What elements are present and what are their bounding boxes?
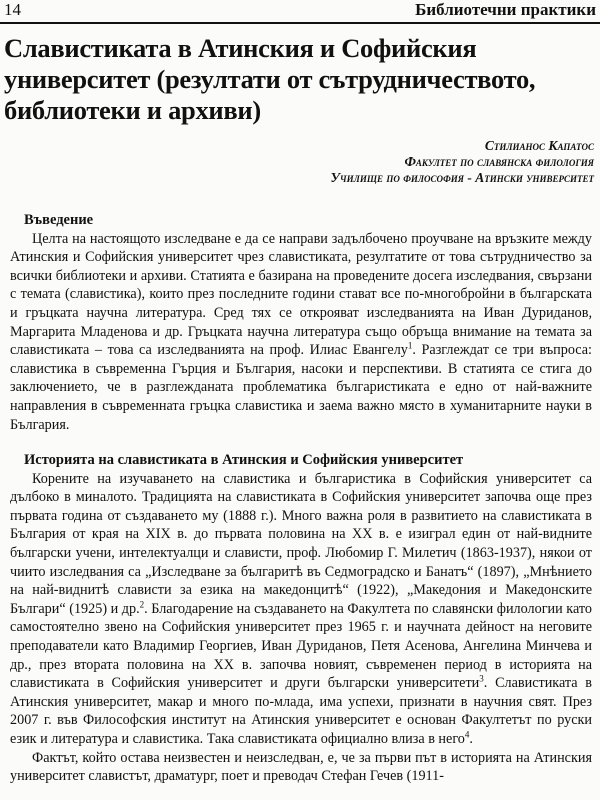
footnote-ref-2[interactable]: 2 — [139, 599, 145, 610]
history-section — [10, 451, 592, 786]
footnote-ref-3[interactable]: 3 — [479, 673, 484, 684]
intro-paragraph — [10, 230, 592, 435]
history-paragraph-2: Фактът, който остава неизвестен и неизследван, е, че за първи път в историята на Атинския университет славистът, драматург, поет и преводач Стефан Гечев (1911- — [10, 749, 592, 785]
history-paragraph-1 — [10, 470, 592, 749]
page-header — [0, 0, 600, 24]
history-text-1: Корените на изучаването на славистика и българистика в Софийския университет са дълбоко в миналото. Традицията на славистиката в Софийския университет започва още през първата година от създаването му (1888 г.). Много важна роля в развитието на славистиката в България от края на XIX в. до първата половина на XX в. е изиграл един от най-видните български учени, интелектуалци и слависти, проф. Любомир Г. Милетич (1863-1937), някои от чиито изследвания са „Изследване за българитѣ въ Седмоградско и Банатъ“ (1897), „Мнѣнието на най-виднитѣ слависти за езика на македонцитѣ“ (1922), „Македония и Македонските Българи“ (1925) и др. — [10, 470, 592, 617]
history-text-2: . Благодарение на създаването на Факултета по славянски филологии като самостоятелно звено на Софийския университет през 1965 г. и научната дейност на неговите преподаватели като Владимир Георгиев, Иван Дуриданов, Петя Асенова, Ангелина Минчева и др., през втората половина на XX в. започва новият, съвременен период в историята на славистиката в Софийския университет и други български университети — [10, 600, 592, 692]
intro-text-2: . Разглеждат се три въпроса: славистика в съвременна Гърция и България, насоки и перспективи. В статията се стига до заключението, че в разглежданата проблематика българистиката е едно от най-важните направления в съвременната гръцка славистика и заема важно място в хуманитарните науки в България. — [10, 342, 592, 433]
footnote-ref-1[interactable]: 1 — [407, 340, 413, 351]
author-block — [34, 138, 594, 186]
footnote-ref-4[interactable]: 4 — [464, 729, 470, 740]
history-text-4: . — [469, 730, 473, 747]
intro-text-1: Целта на настоящото изследване е да се направи задълбочено проучване на връзките между Атинския и Софийския университет чрез славистиката, резултатите от това сътрудничество за всички библиотеки и архиви. Статията е базирана на проведените досега изследвания, свързани с темата (славистика), които през последните години стават все по-многобройни в българската и гръцката научна литература. Сред тях се открояват изследванията на Иван Дуриданов, Маргарита Младенова и др. Гръцката научна литература също обръща внимание на темата за славистиката – това са изследванията на проф. Илиас Евангелу — [10, 230, 592, 359]
history-text-3: . Славистиката в Атинския университет, макар и много по-млада, има успехи, признати в научния свят. През 2007 г. във Философския институт на Атинския университет е основан Факултетът по руски език и литература и славистика. Така славистиката официално влиза в него — [10, 675, 593, 747]
running-title: Библиотечни практики — [415, 0, 596, 19]
author-school: Училище по философия - Атински университет — [330, 170, 594, 185]
article-title: Славистиката в Атинския и Софийския университет (резултати от сътрудничеството, библиотеки и архиви) — [4, 33, 536, 125]
page-number: 14 — [4, 0, 21, 19]
intro-section — [10, 211, 592, 434]
history-heading: Историята на славистиката в Атинския и Софийския университет — [24, 452, 464, 468]
author-faculty: Факултет по славянска филология — [404, 154, 594, 169]
intro-heading: Въведение — [24, 212, 94, 228]
author-name: Стилианос Капатос — [484, 138, 594, 153]
